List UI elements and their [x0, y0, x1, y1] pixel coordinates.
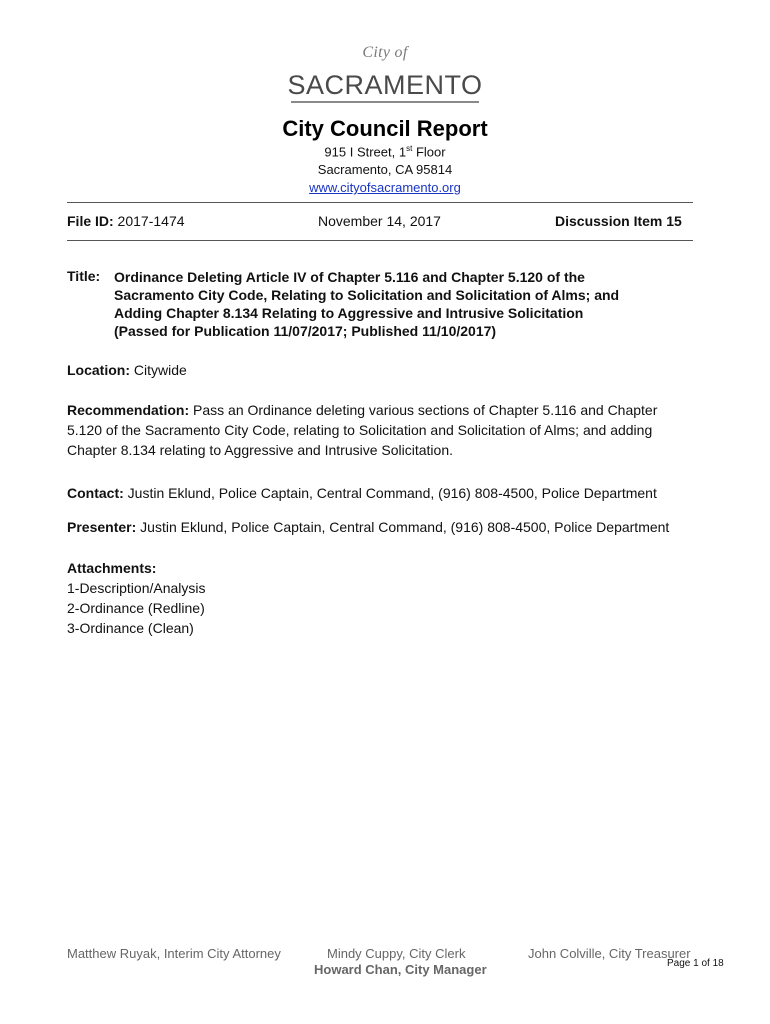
logo-sacramento: SACRAMENTO — [287, 70, 483, 100]
attachment-item: 1-Description/Analysis — [67, 580, 206, 596]
attachment-item: 2-Ordinance (Redline) — [67, 600, 205, 616]
address-line-2: Sacramento, CA 95814 — [317, 162, 453, 177]
attachments — [67, 558, 727, 638]
footer-clerk: Mindy Cuppy, City Clerk — [327, 946, 466, 961]
website-link[interactable]: www.cityofsacramento.org — [309, 180, 461, 195]
page-number: Page 1 of 18 — [667, 958, 724, 969]
logo-underline — [291, 101, 479, 103]
title-label: Title: — [67, 268, 101, 284]
file-id: File ID: 2017-1474 — [67, 213, 185, 229]
attachment-item: 3-Ordinance (Clean) — [67, 620, 194, 636]
title-line: Ordinance Deleting Article IV of Chapter 5.116 and Chapter 5.120 of the — [114, 269, 585, 285]
attachments-label: Attachments: — [67, 560, 157, 576]
meeting-date: November 14, 2017 — [318, 213, 441, 229]
title-line: Adding Chapter 8.134 Relating to Aggressive and Intrusive Solicitation — [114, 305, 584, 321]
logo-city-of: City of — [362, 44, 408, 61]
footer-attorney: Matthew Ruyak, Interim City Attorney — [67, 946, 281, 961]
presenter: Presenter: Justin Eklund, Police Captain, Central Command, (916) 808-4500, Police Department — [67, 519, 670, 535]
report-title: City Council Report — [282, 116, 488, 141]
footer-treasurer: John Colville, City Treasurer — [528, 946, 691, 961]
divider-top — [67, 202, 693, 203]
location: Location: Citywide — [67, 362, 187, 378]
divider-bottom — [67, 240, 693, 241]
footer-manager: Howard Chan, City Manager — [314, 962, 487, 977]
title-line: (Passed for Publication 11/07/2017; Published 11/10/2017) — [114, 323, 497, 339]
recommendation: Recommendation: Pass an Ordinance deleting various sections of Chapter 5.116 and Chapter 5.120 of the Sacramento City Code, relating to Solicitation and Solicitation of Alms; and adding Chapter 8.134 relating to Aggressive and Intrusive Solicitation. — [67, 402, 658, 458]
discussion-item: Discussion Item 15 — [555, 213, 682, 229]
title-line: Sacramento City Code, Relating to Solicitation and Solicitation of Alms; and — [114, 287, 620, 303]
contact: Contact: Justin Eklund, Police Captain, Central Command, (916) 808-4500, Police Department — [67, 485, 657, 501]
address-line-1: 915 I Street, 1st Floor — [324, 144, 446, 160]
title-text — [114, 268, 714, 340]
